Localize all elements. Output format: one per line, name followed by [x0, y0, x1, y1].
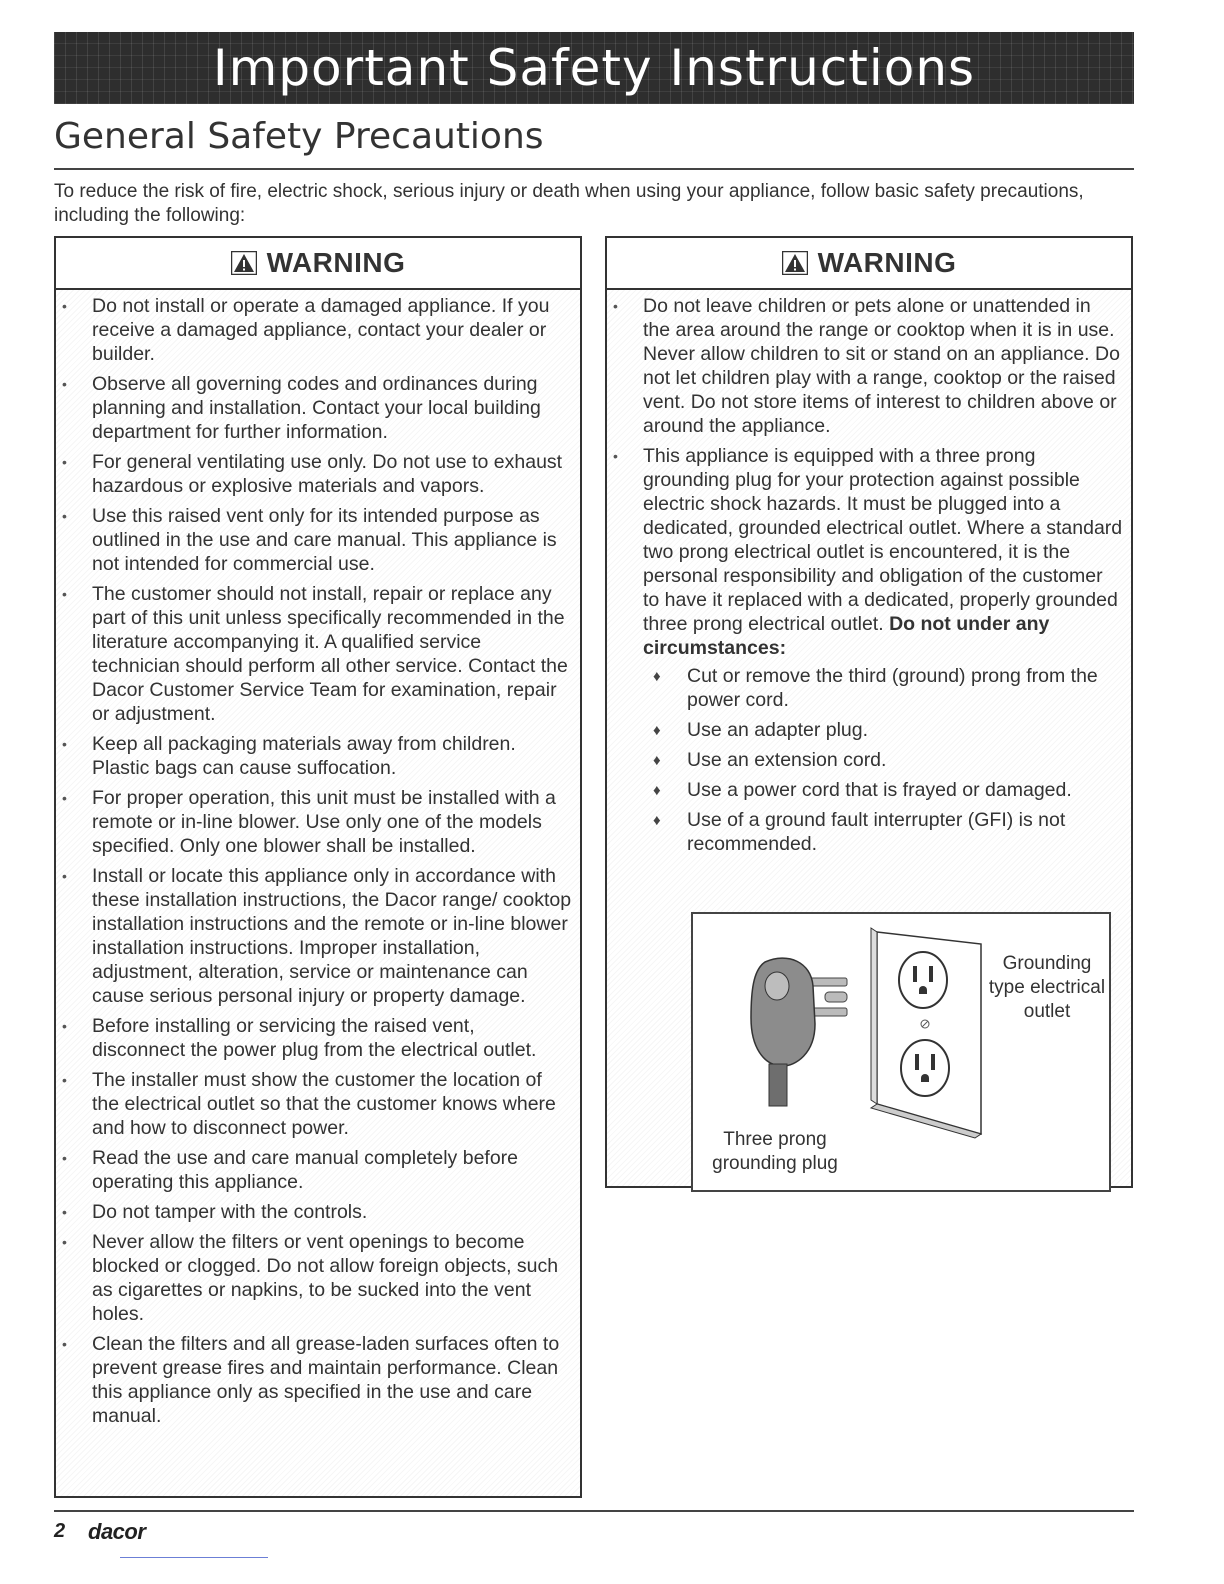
list-item: • Do not install or operate a damaged appliance. If you receive a damaged appliance, contact your dealer or builder. — [56, 294, 572, 366]
list-item: • Observe all governing codes and ordinances during planning and installation. Contact your local building department for further information. — [56, 372, 572, 444]
warning-header — [607, 238, 1131, 290]
warning-triangle-icon — [231, 251, 257, 275]
list-item: • Read the use and care manual completely before operating this appliance. — [56, 1146, 572, 1194]
grounding-figure — [691, 912, 1111, 1192]
diamond-bullet-icon: ♦ — [653, 782, 661, 799]
warning-body — [607, 290, 1131, 1186]
warning-box-left — [54, 236, 582, 1498]
list-item: • Keep all packaging materials away from children. Plastic bags can cause suffocation. — [56, 732, 572, 780]
list-item: • Clean the filters and all grease-laden surfaces often to prevent grease fires and maintain performance. Clean this appliance only as specified in the use and care manual. — [56, 1332, 572, 1428]
list-item: ♦ Cut or remove the third (ground) prong from the power cord. — [653, 665, 1098, 711]
title-banner — [54, 32, 1134, 104]
list-item: • Before installing or servicing the raised vent, disconnect the power plug from the electrical outlet. — [56, 1014, 572, 1062]
warning-list — [56, 290, 580, 1428]
list-item: ♦ Use an extension cord. — [653, 749, 887, 771]
diamond-bullet-icon: ♦ — [653, 668, 661, 685]
grounding-outlet-icon — [871, 928, 981, 1138]
list-item — [607, 444, 1123, 856]
footer-underline — [120, 1557, 268, 1558]
list-item: • Never allow the filters or vent openings to become blocked or clogged. Do not allow foreign objects, such as cigarettes or napkins, to be sucked into the vent holes. — [56, 1230, 572, 1326]
list-item: • The installer must show the customer the location of the electrical outlet so that the customer knows where and how to disconnect power. — [56, 1068, 572, 1140]
warning-list — [607, 290, 1131, 856]
list-item: ♦ Use an adapter plug. — [653, 719, 869, 741]
intro-text: To reduce the risk of fire, electric shock, serious injury or death when using your appliance, follow basic safety precautions, including the following: — [54, 181, 1084, 226]
list-item: • For proper operation, this unit must be installed with a remote or in-line blower. Use only one of the models specified. Only one blower shall be installed. — [56, 786, 572, 858]
grounding-text: This appliance is equipped with a three prong grounding plug for your protection against possible electric shock hazards. It must be plugged into a dedicated, grounded electrical outlet. Where a standard two prong electrical outlet is encountered, it is the personal responsibility and obligation of the customer to have it replaced with a dedicated, properly grounded three prong electrical outlet. — [643, 445, 1123, 635]
warning-label: WARNING — [266, 247, 406, 278]
outlet-caption: Grounding type electrical outlet — [988, 953, 1106, 1022]
list-item: ♦ Use of a ground fault interrupter (GFI) is not recommended. — [653, 809, 1066, 855]
list-item: • Use this raised vent only for its intended purpose as outlined in the use and care manual. This appliance is not intended for commercial use. — [56, 504, 572, 576]
list-item: • The customer should not install, repair or replace any part of this unit unless specifically recommended in the literature accompanying it. A qualified service technician should perform all other service. Contact the Dacor Customer Service Team for examination, repair or adjustment. — [56, 582, 572, 726]
warning-header — [56, 238, 580, 290]
title-divider — [54, 168, 1134, 170]
diamond-bullet-icon: ♦ — [653, 722, 661, 739]
footer-divider — [54, 1510, 1134, 1512]
warning-body — [56, 290, 580, 1496]
diamond-bullet-icon: ♦ — [653, 752, 661, 769]
brand-logo: dacor — [88, 1519, 146, 1544]
list-item: • For general ventilating use only. Do not use to exhaust hazardous or explosive materials and vapors. — [56, 450, 572, 498]
page-number: 2 — [54, 1520, 66, 1542]
prohibited-actions-list — [643, 664, 1123, 856]
list-item: • Do not tamper with the controls. — [56, 1200, 572, 1224]
three-prong-plug-icon — [751, 958, 847, 1106]
plug-caption: Three prong grounding plug — [712, 1129, 838, 1174]
section-title: General Safety Precautions — [54, 116, 544, 157]
diamond-bullet-icon: ♦ — [653, 812, 661, 829]
list-item: ♦ Use a power cord that is frayed or damaged. — [653, 779, 1072, 801]
grounding-emphasis: Do not under any circumstances: — [643, 613, 1050, 659]
warning-box-right — [605, 236, 1133, 1188]
warning-triangle-icon — [782, 251, 808, 275]
banner-title: Important Safety Instructions — [212, 39, 976, 97]
list-item: • Do not leave children or pets alone or unattended in the area around the range or cooktop when it is in use. Never allow children to sit or stand on an appliance. Do not let children play with a range, cooktop or the raised vent. Do not store items of interest to children above or around the appliance. — [607, 294, 1123, 438]
list-item: • Install or locate this appliance only in accordance with these installation instructions, the Dacor range/ cooktop installation instructions and the remote or in-line blower installation instructions. Improper installation, adjustment, alteration, service or maintenance can cause serious personal injury or property damage. — [56, 864, 572, 1008]
warning-label: WARNING — [817, 247, 957, 278]
